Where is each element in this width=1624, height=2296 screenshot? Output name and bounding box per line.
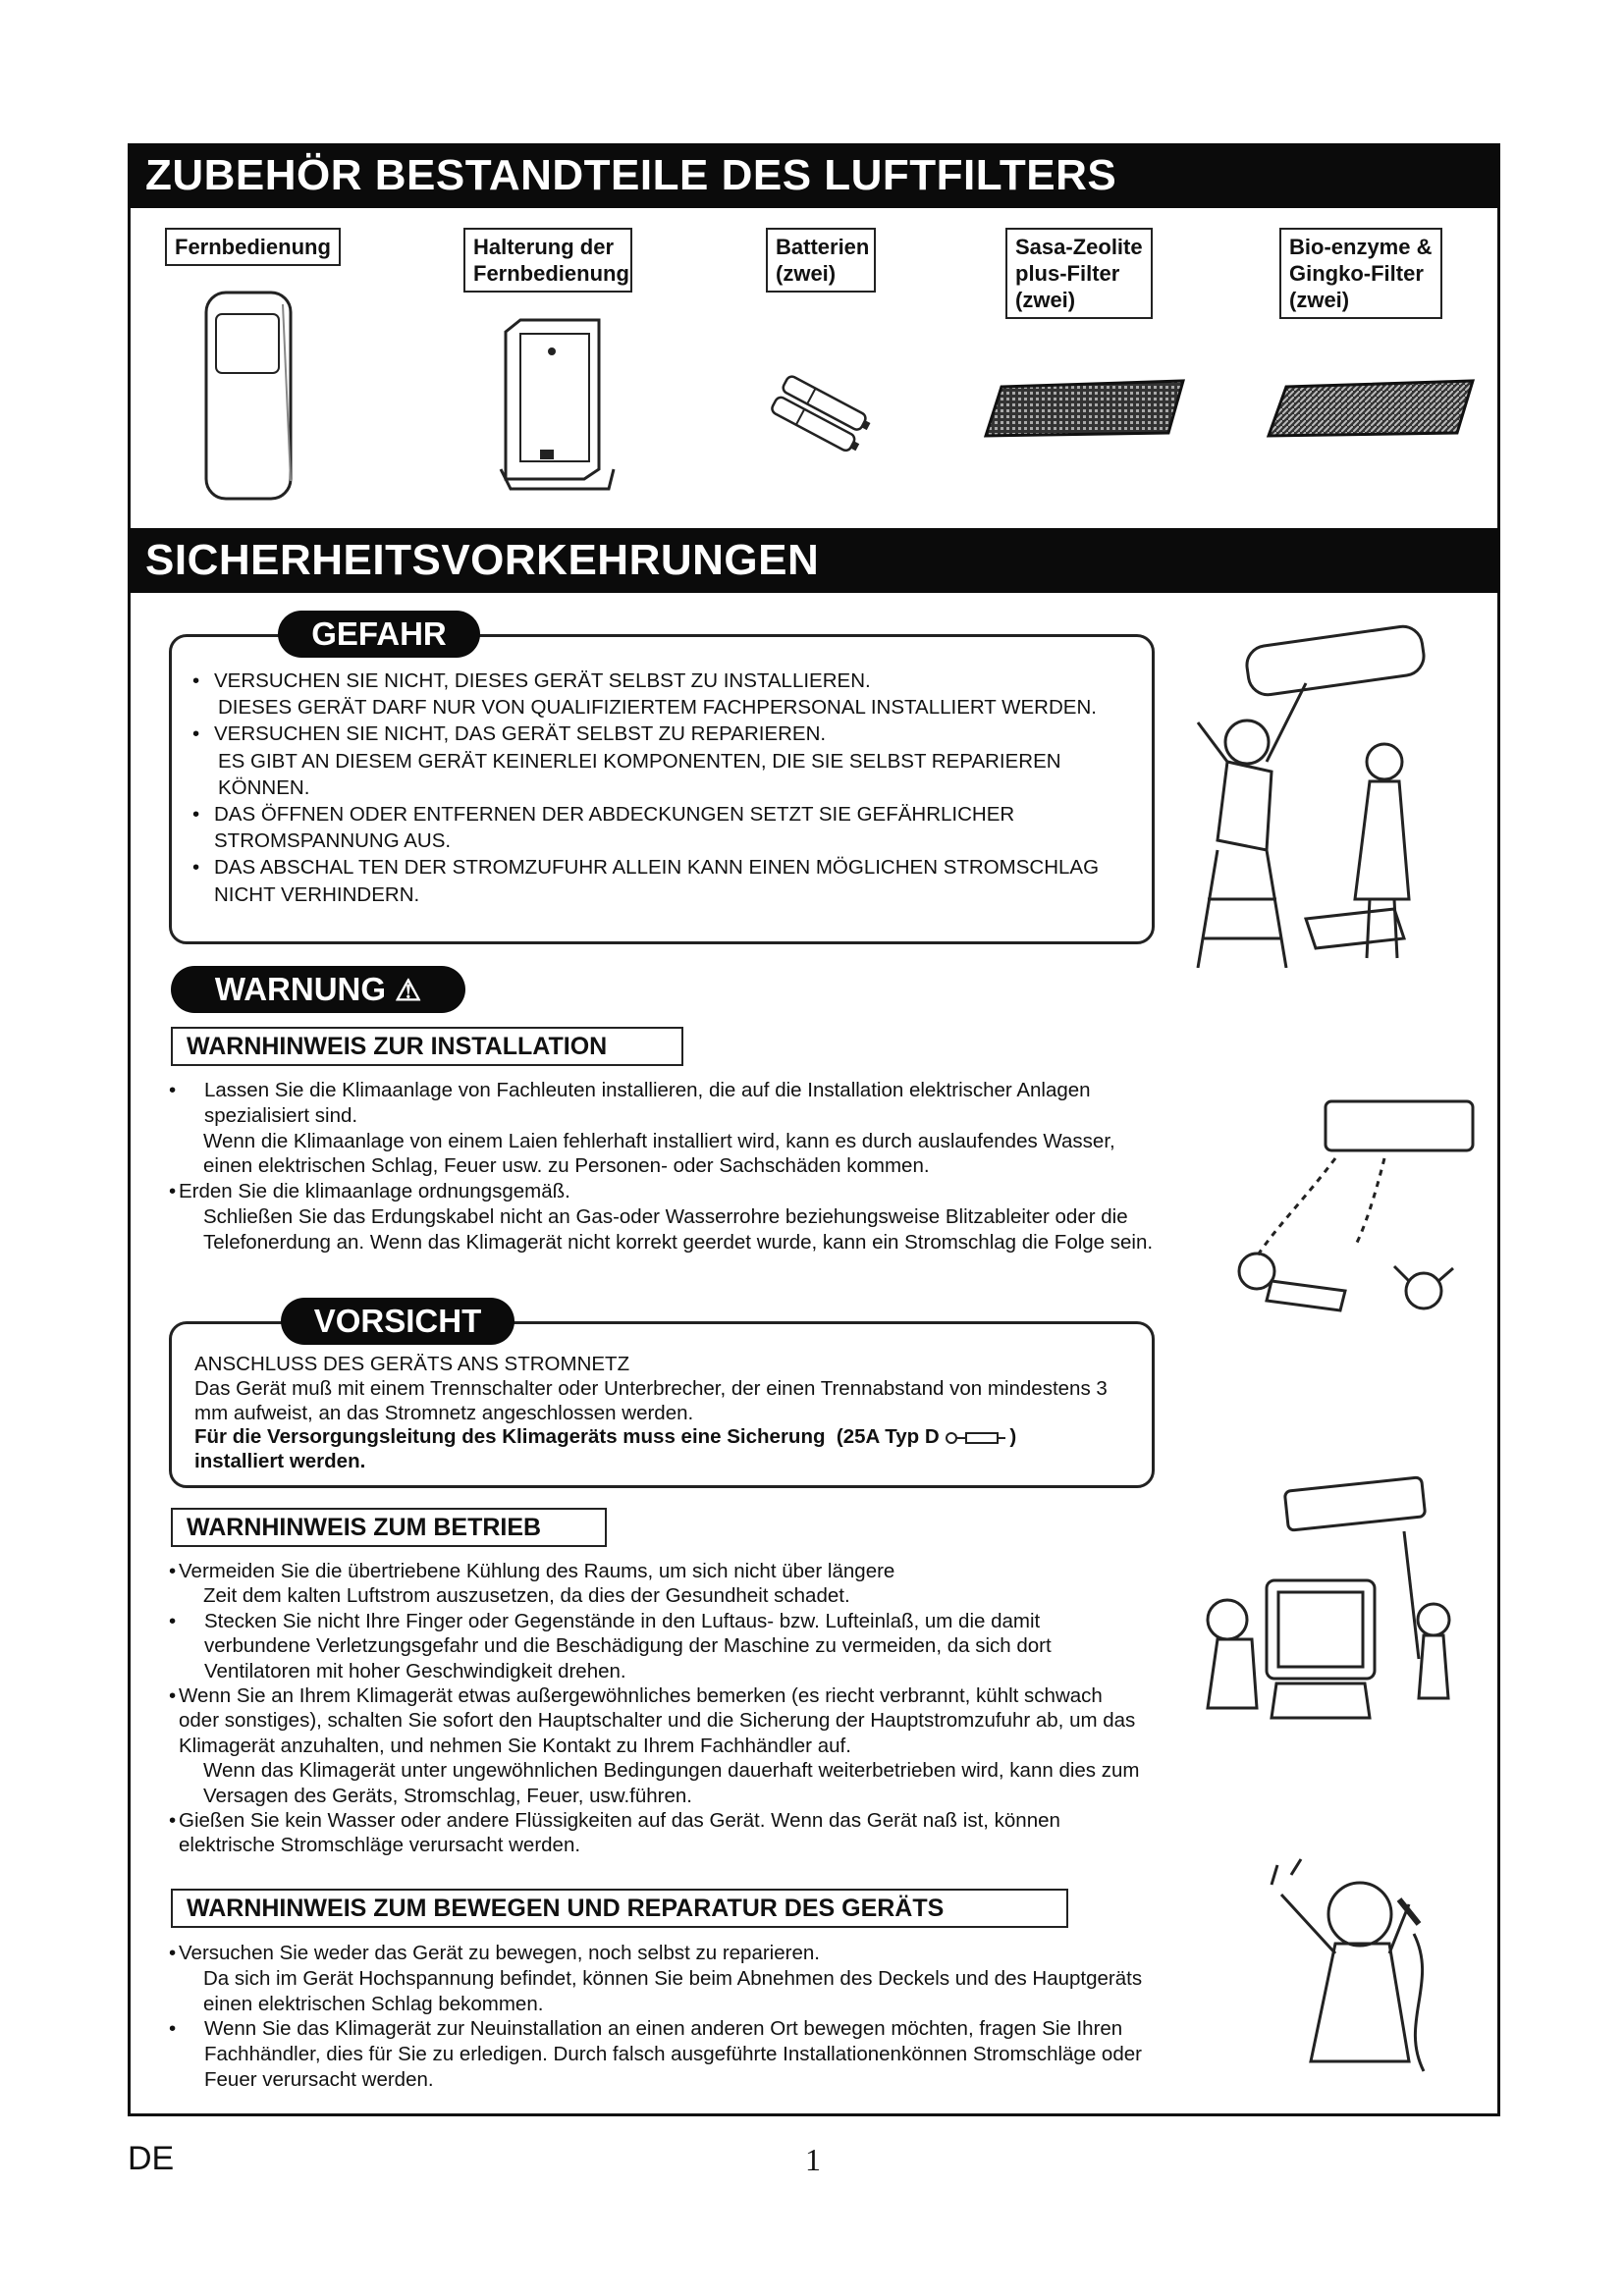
operation-warning-text [169,1559,1151,1858]
list-item: • Lassen Sie die Klimaanlage von Fachleuten installieren, die auf die Installation elektrischer Anlagen spezialisiert sind. [169,1079,1091,1127]
list-item: • Wenn Sie an Ihrem Klimagerät etwas außergewöhnliches bemerken (es riecht verbrannt, kühlt schwach oder sonstiges), schalten Sie sofort den Hauptschalter und die Sicherung der Hauptstromzufuhr ab, um das Klimagerät anzuhalten, und nehmen Sie Kontakt zu Ihrem Fachhändler auf. [169,1684,1136,1757]
list-item: • DAS ÖFFNEN ODER ENTFERNEN DER ABDECKUNGEN SETZT SIE GEFÄHRLICHER STROMSPANNUNG AUS. [192,803,1015,853]
warning-triangle-icon: ⚠ [395,975,422,1007]
gefahr-label: GEFAHR [278,611,480,658]
list-item-detail: ES GIBT AN DIESEM GERÄT KEINERLEI KOMPONENTEN, DIE SIE SELBST REPARIEREN KÖNNEN. [218,749,1061,799]
fan-hazard-illustration-icon [1178,1463,1473,1747]
leaking-unit-illustration-icon [1218,1090,1483,1325]
accessory-holder-text: Halterung der Fernbedienung [473,235,629,286]
list-item: • Versuchen Sie weder das Gerät zu bewegen, noch selbst zu reparieren. [169,1942,820,1964]
installation-illustration-icon [1159,614,1473,968]
vorsicht-label: VORSICHT [281,1298,514,1345]
filter-icon [1265,379,1479,440]
list-item: • Stecken Sie nicht Ihre Finger oder Gegenstände in den Luftaus- bzw. Lufteinlaß, um die damit verbundene Verletzungsgefahr und die Beschädigung der Maschine zu vermeiden, da sich dort Ventilatoren mit hoher Geschwindigkeit drehen. [169,1609,1052,1682]
list-item-detail: Wenn die Klimaanlage von einem Laien fehlerhaft installiert wird, kann es durch auslaufendes Wasser, einen elektrischen Schlag, Feuer usw. zu Personen- oder Sachschäden kommen. [203,1129,1115,1178]
list-item-detail: Schließen Sie das Erdungskabel nicht an Gas-oder Wasserrohre beziehungsweise Blitzableiter oder die Telefonerdung an. Wenn das Klimagerät nicht korrekt geerdet wurde, kann ein Stromschlag die Folge sein. [203,1204,1154,1254]
accessories-heading: ZUBEHÖR BESTANDTEILE DES LUFTFILTERS [128,143,1500,208]
accessory-label-remote [165,228,341,266]
warnung-label [171,966,465,1013]
list-item-detail: Wenn das Klimagerät unter ungewöhnlichen Bedingungen dauerhaft weiterbetrieben wird, kann dies zum Versagen des Geräts, Stromschlag, Feuer, usw.führen. [203,1759,1140,1807]
fuse-type: (25A Typ D [836,1425,940,1449]
operation-warning-heading: WARNHINWEIS ZUM BETRIEB [171,1508,607,1547]
footer-language: DE [128,2140,175,2177]
accessory-remote-text: Fernbedienung [175,235,331,259]
vorsicht-line: installiert werden. [194,1450,366,1473]
batteries-icon [764,371,877,464]
accessory-zeolite-text: Sasa-Zeolite plus-Filter (zwei) [1015,235,1143,312]
list-item-detail: Zeit dem kalten Luftstrom auszusetzen, da dies der Gesundheit schadet. [203,1584,850,1608]
fuse-text: Für die Versorgungsleitung des Klimageräts muss eine Sicherung [194,1425,826,1449]
list-item: • Vermeiden Sie die übertriebene Kühlung des Raums, um sich nicht über längere [169,1560,895,1582]
vorsicht-fuse-line [194,1425,1137,1450]
accessory-label-batteries [766,228,876,293]
fuse-symbol-icon [945,1430,1009,1446]
remote-holder-icon [491,312,623,499]
install-warning-heading: WARNHINWEIS ZUR INSTALLATION [171,1027,683,1066]
accessory-gingko-text: Bio-enzyme & Gingko-Filter (zwei) [1289,235,1433,312]
list-item: • Gießen Sie kein Wasser oder andere Flüssigkeiten auf das Gerät. Wenn das Gerät naß ist, können elektrische Stromschläge verursacht werden. [169,1809,1060,1857]
accessory-label-holder [463,228,632,293]
remote-control-icon [196,285,299,506]
safety-heading: SICHERHEITSVORKEHRUNGEN [128,528,1500,593]
install-warning-text [169,1078,1161,1255]
vorsicht-text [194,1353,1137,1474]
repair-warning-heading: WARNHINWEIS ZUM BEWEGEN UND REPARATUR DES GERÄTS [171,1889,1068,1928]
accessory-batteries-text: Batterien (zwei) [776,235,870,286]
list-item: • Erden Sie die klimaanlage ordnungsgemäß. [169,1180,570,1203]
list-item: • Wenn Sie das Klimagerät zur Neuinstallation an einen anderen Ort bewegen möchten, fragen Sie Ihren Fachhändler, dies für Sie zu erledigen. Durch falsch ausgeführte Installationenkönnen Stromschläge oder Feuer verursacht werden. [169,2017,1142,2091]
phone-call-illustration-icon [1252,1845,1448,2086]
gefahr-text [192,667,1135,908]
fuse-close-paren: ) [1009,1425,1017,1449]
list-item-detail: DIESES GERÄT DARF NUR VON QUALIFIZIERTEM FACHPERSONAL INSTALLIERT WERDEN. [218,696,1097,720]
list-item: • VERSUCHEN SIE NICHT, DIESES GERÄT SELBST ZU INSTALLIEREN. [192,669,871,692]
page-number: 1 [805,2142,821,2177]
list-item: • DAS ABSCHAL TEN DER STROMZUFUHR ALLEIN KANN EINEN MÖGLICHEN STROMSCHLAG NICHT VERHINDERN. [192,856,1100,906]
warnung-text: WARNUNG [214,971,387,1007]
accessory-label-gingko-filter [1279,228,1442,319]
list-item-detail: Da sich im Gerät Hochspannung befindet, können Sie beim Abnehmen des Deckels und des Hauptgeräts einen elektrischen Schlag bekommen. [203,1966,1143,2015]
vorsicht-line: ANSCHLUSS DES GERÄTS ANS STROMNETZ [194,1353,630,1375]
filter-icon [982,379,1188,440]
accessory-label-zeolite-filter [1005,228,1153,319]
list-item: • VERSUCHEN SIE NICHT, DAS GERÄT SELBST ZU REPARIEREN. [192,722,827,746]
vorsicht-line: Das Gerät muß mit einem Trennschalter oder Unterbrecher, der einen Trennabstand von mindestens 3 mm aufweist, an das Stromnetz angeschlossen werden. [194,1376,1108,1424]
repair-warning-text [169,1941,1170,2093]
